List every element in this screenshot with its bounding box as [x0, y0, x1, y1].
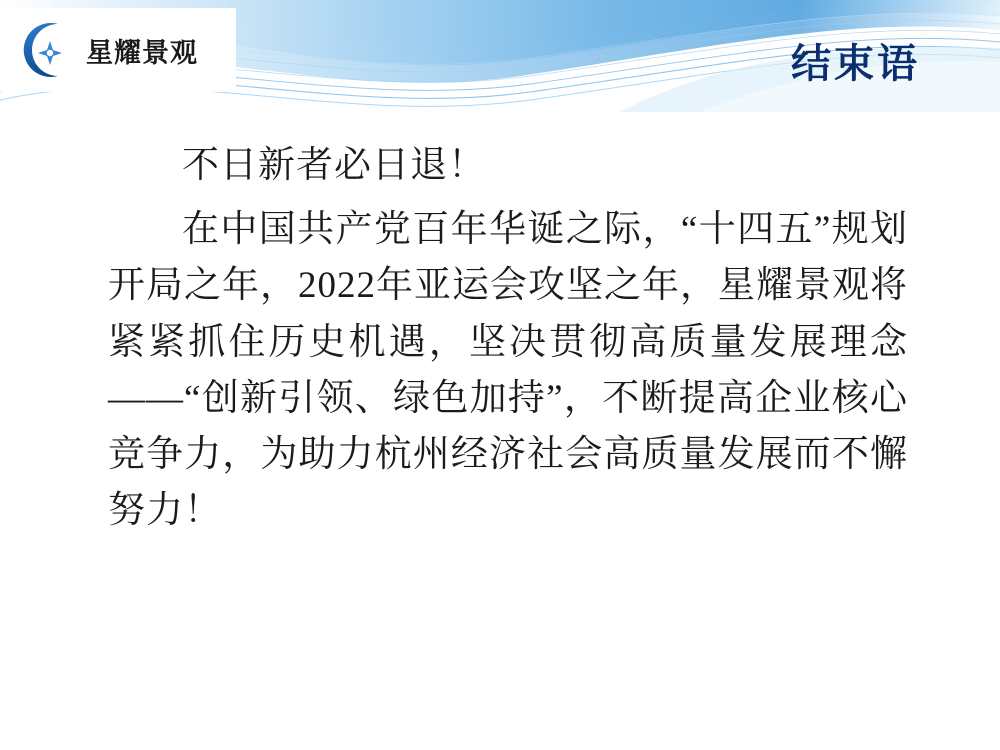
body-paragraph-2: 在中国共产党百年华诞之际，“十四五”规划开局之年，2022年亚运会攻坚之年，星耀景观将紧紧抓住历史机遇，坚决贯彻高质量发展理念——“创新引领、绿色加持”，不断提高企业核心竞争力，为助力杭州经济社会高质量发展而不懈努力！: [108, 209, 908, 532]
slide-body: [108, 138, 908, 540]
page-title: 结束语: [791, 42, 920, 86]
logo-text: 星耀景观: [86, 37, 198, 68]
crescent-star-logo-icon: [14, 17, 80, 83]
logo-block: [0, 8, 236, 92]
body-paragraph-1: 不日新者必日退！: [182, 145, 486, 186]
